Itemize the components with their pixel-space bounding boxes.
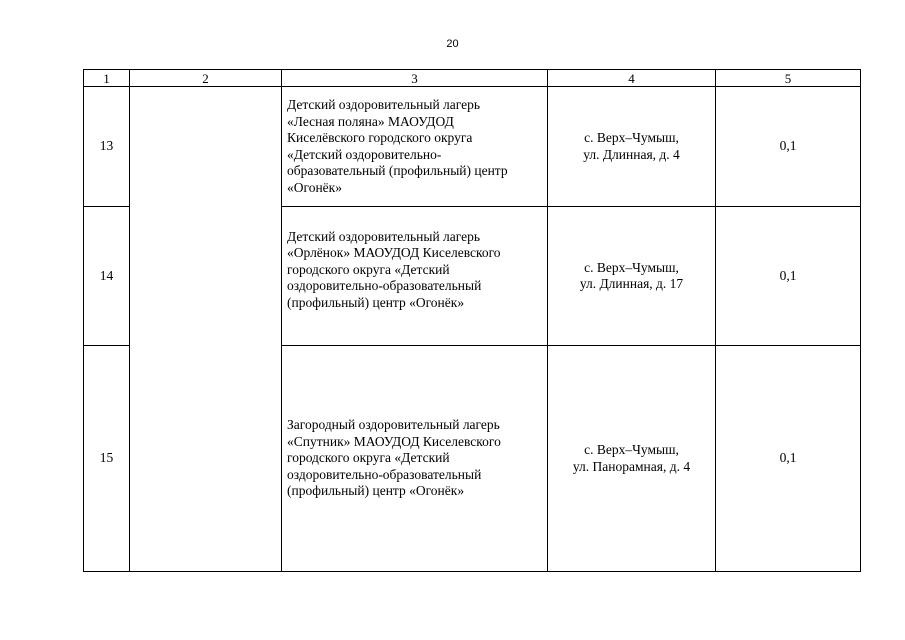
row-number: 15 [84,346,130,572]
facility-name [282,87,548,207]
facility-name-line: «Орлёнок» МАОУДОД Киселевского [287,245,501,261]
facility-name-line: «Спутник» МАОУДОД Киселевского [287,433,501,449]
facility-name-line: городского округа «Детский [287,261,450,277]
column-header-4: 4 [548,70,716,87]
facility-name-line: Детский оздоровительный лагерь [287,228,481,244]
column-header-1: 1 [84,70,130,87]
facility-name-line: Загородный оздоровительный лагерь [287,417,500,433]
column-header-3: 3 [282,70,548,87]
facility-name-line: оздоровительно-образовательный [287,278,482,294]
column-header-2: 2 [130,70,282,87]
address-line: с. Верх–Чумыш, [584,259,679,275]
facility-name-line: «Детский оздоровительно- [287,146,442,162]
facility-address [548,87,716,207]
address-line: ул. Панорамная, д. 4 [572,458,691,474]
address-line: с. Верх–Чумыш, [584,442,679,457]
merged-empty-cell [130,87,282,572]
facility-name-line: образовательный (профильный) центр [287,163,508,178]
facility-address [548,207,716,346]
facility-name-line: Киселёвского городского округа [287,130,473,145]
table-row [84,87,861,207]
facility-name-line: «Лесная поляна» МАОУДОД [287,113,454,129]
address-line: ул. Длинная, д. 17 [579,276,684,291]
facility-value: 0,1 [716,207,861,346]
facility-name-line: Детский оздоровительный лагерь [287,97,481,112]
facility-name-line: городского округа «Детский [287,450,450,466]
facility-name-line: оздоровительно-образовательный [287,466,482,482]
facility-value: 0,1 [716,87,861,207]
address-line: ул. Длинная, д. 4 [583,146,680,162]
page-number: 20 [446,38,459,50]
facility-name-line: (профильный) центр «Огонёк» [287,294,465,310]
table-header-row [84,70,861,87]
facility-value: 0,1 [716,346,861,572]
facilities-table [83,69,861,572]
column-header-5: 5 [716,70,861,87]
facility-name [282,346,548,572]
row-number: 14 [84,207,130,346]
facility-name-line: (профильный) центр «Огонёк» [287,483,465,499]
address-line: с. Верх–Чумыш, [584,130,679,145]
facility-name-line: «Огонёк» [287,179,342,195]
facility-name [282,207,548,346]
facility-address [548,346,716,572]
row-number: 13 [84,87,130,207]
